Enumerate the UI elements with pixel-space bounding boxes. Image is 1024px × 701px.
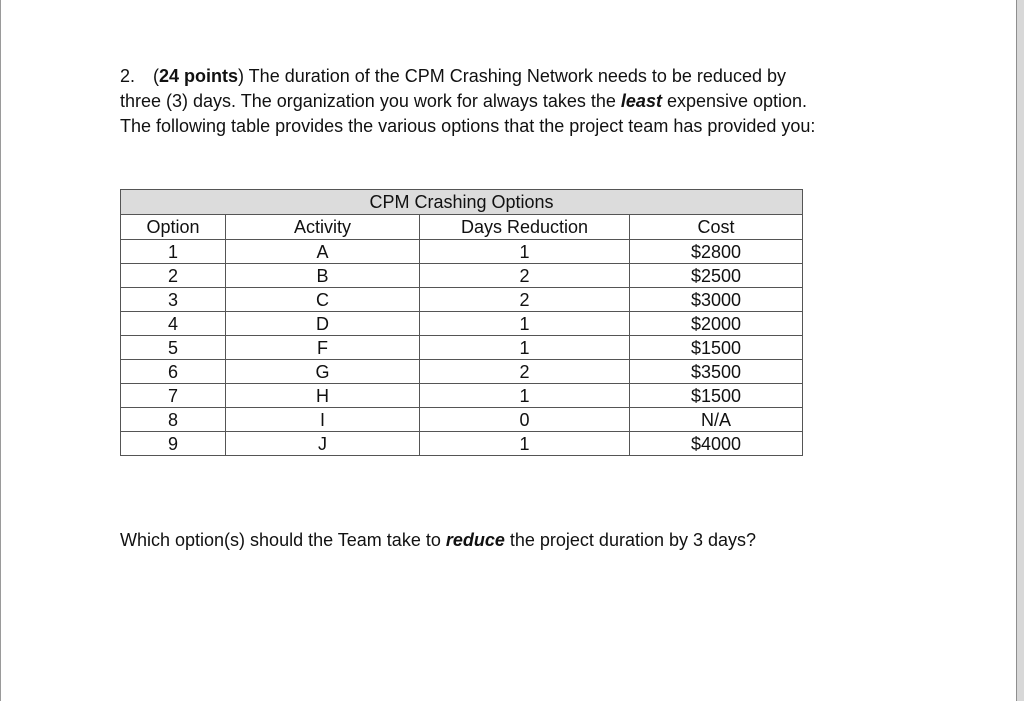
cell-cost: $2800 <box>630 240 803 264</box>
reduce-emphasis: reduce <box>445 530 505 550</box>
table-row <box>121 384 803 408</box>
cell-cost: N/A <box>630 408 803 432</box>
cell-option: 4 <box>121 312 226 336</box>
cell-activity: F <box>226 336 420 360</box>
cell-cost: $2000 <box>630 312 803 336</box>
question-line-2 <box>120 89 920 114</box>
table-row <box>121 360 803 384</box>
cell-days-reduction: 1 <box>420 312 630 336</box>
cell-option: 5 <box>121 336 226 360</box>
points-label: 24 points <box>159 66 239 86</box>
cell-days-reduction: 1 <box>420 240 630 264</box>
table-row <box>121 408 803 432</box>
cell-days-reduction: 1 <box>420 384 630 408</box>
table-row <box>121 336 803 360</box>
cell-activity: C <box>226 288 420 312</box>
cell-option: 7 <box>121 384 226 408</box>
cell-days-reduction: 1 <box>420 432 630 456</box>
least-emphasis: least <box>620 91 662 111</box>
cell-option: 6 <box>121 360 226 384</box>
page-right-border <box>1016 0 1024 701</box>
cell-activity: A <box>226 240 420 264</box>
cell-activity: G <box>226 360 420 384</box>
cell-cost: $2500 <box>630 264 803 288</box>
question-line-1-text: ) The duration of the CPM Crashing Network needs to be reduced by <box>238 66 786 86</box>
table-row <box>121 240 803 264</box>
cell-activity: I <box>226 408 420 432</box>
cell-option: 9 <box>121 432 226 456</box>
table-header-row <box>121 215 803 240</box>
question-line-3: The following table provides the various options that the project team has provided you: <box>120 116 816 136</box>
cell-activity: D <box>226 312 420 336</box>
header-days-reduction: Days Reduction <box>420 215 630 240</box>
cell-cost: $3000 <box>630 288 803 312</box>
table-row <box>121 288 803 312</box>
followup-after: the project duration by 3 days? <box>504 530 757 550</box>
cell-option: 8 <box>121 408 226 432</box>
question-number: 2. <box>120 66 136 86</box>
crashing-options-table <box>120 189 803 456</box>
cell-cost: $4000 <box>630 432 803 456</box>
page-left-border <box>0 0 1 701</box>
question-text <box>120 64 920 139</box>
cell-activity: J <box>226 432 420 456</box>
cell-cost: $1500 <box>630 336 803 360</box>
question-line-2-after: expensive option. <box>661 91 808 111</box>
cell-activity: B <box>226 264 420 288</box>
header-option: Option <box>121 215 226 240</box>
cell-activity: H <box>226 384 420 408</box>
table-row <box>121 264 803 288</box>
header-cost: Cost <box>630 215 803 240</box>
followup-before: Which option(s) should the Team take to <box>120 530 446 550</box>
cell-cost: $3500 <box>630 360 803 384</box>
followup-question <box>120 528 756 553</box>
table-row <box>121 312 803 336</box>
cell-cost: $1500 <box>630 384 803 408</box>
cell-days-reduction: 0 <box>420 408 630 432</box>
question-line-2-before: three (3) days. The organization you work for always takes the <box>120 91 621 111</box>
crashing-options-table-wrap <box>120 189 802 456</box>
cell-option: 1 <box>121 240 226 264</box>
cell-option: 3 <box>121 288 226 312</box>
cell-days-reduction: 2 <box>420 360 630 384</box>
cell-days-reduction: 2 <box>420 288 630 312</box>
question-line-1: 2. (24 points) The duration of the CPM Crashing Network needs to be reduced by <box>120 64 920 89</box>
cell-days-reduction: 2 <box>420 264 630 288</box>
table-title: CPM Crashing Options <box>121 190 803 215</box>
table-row <box>121 432 803 456</box>
cell-option: 2 <box>121 264 226 288</box>
cell-days-reduction: 1 <box>420 336 630 360</box>
header-activity: Activity <box>226 215 420 240</box>
